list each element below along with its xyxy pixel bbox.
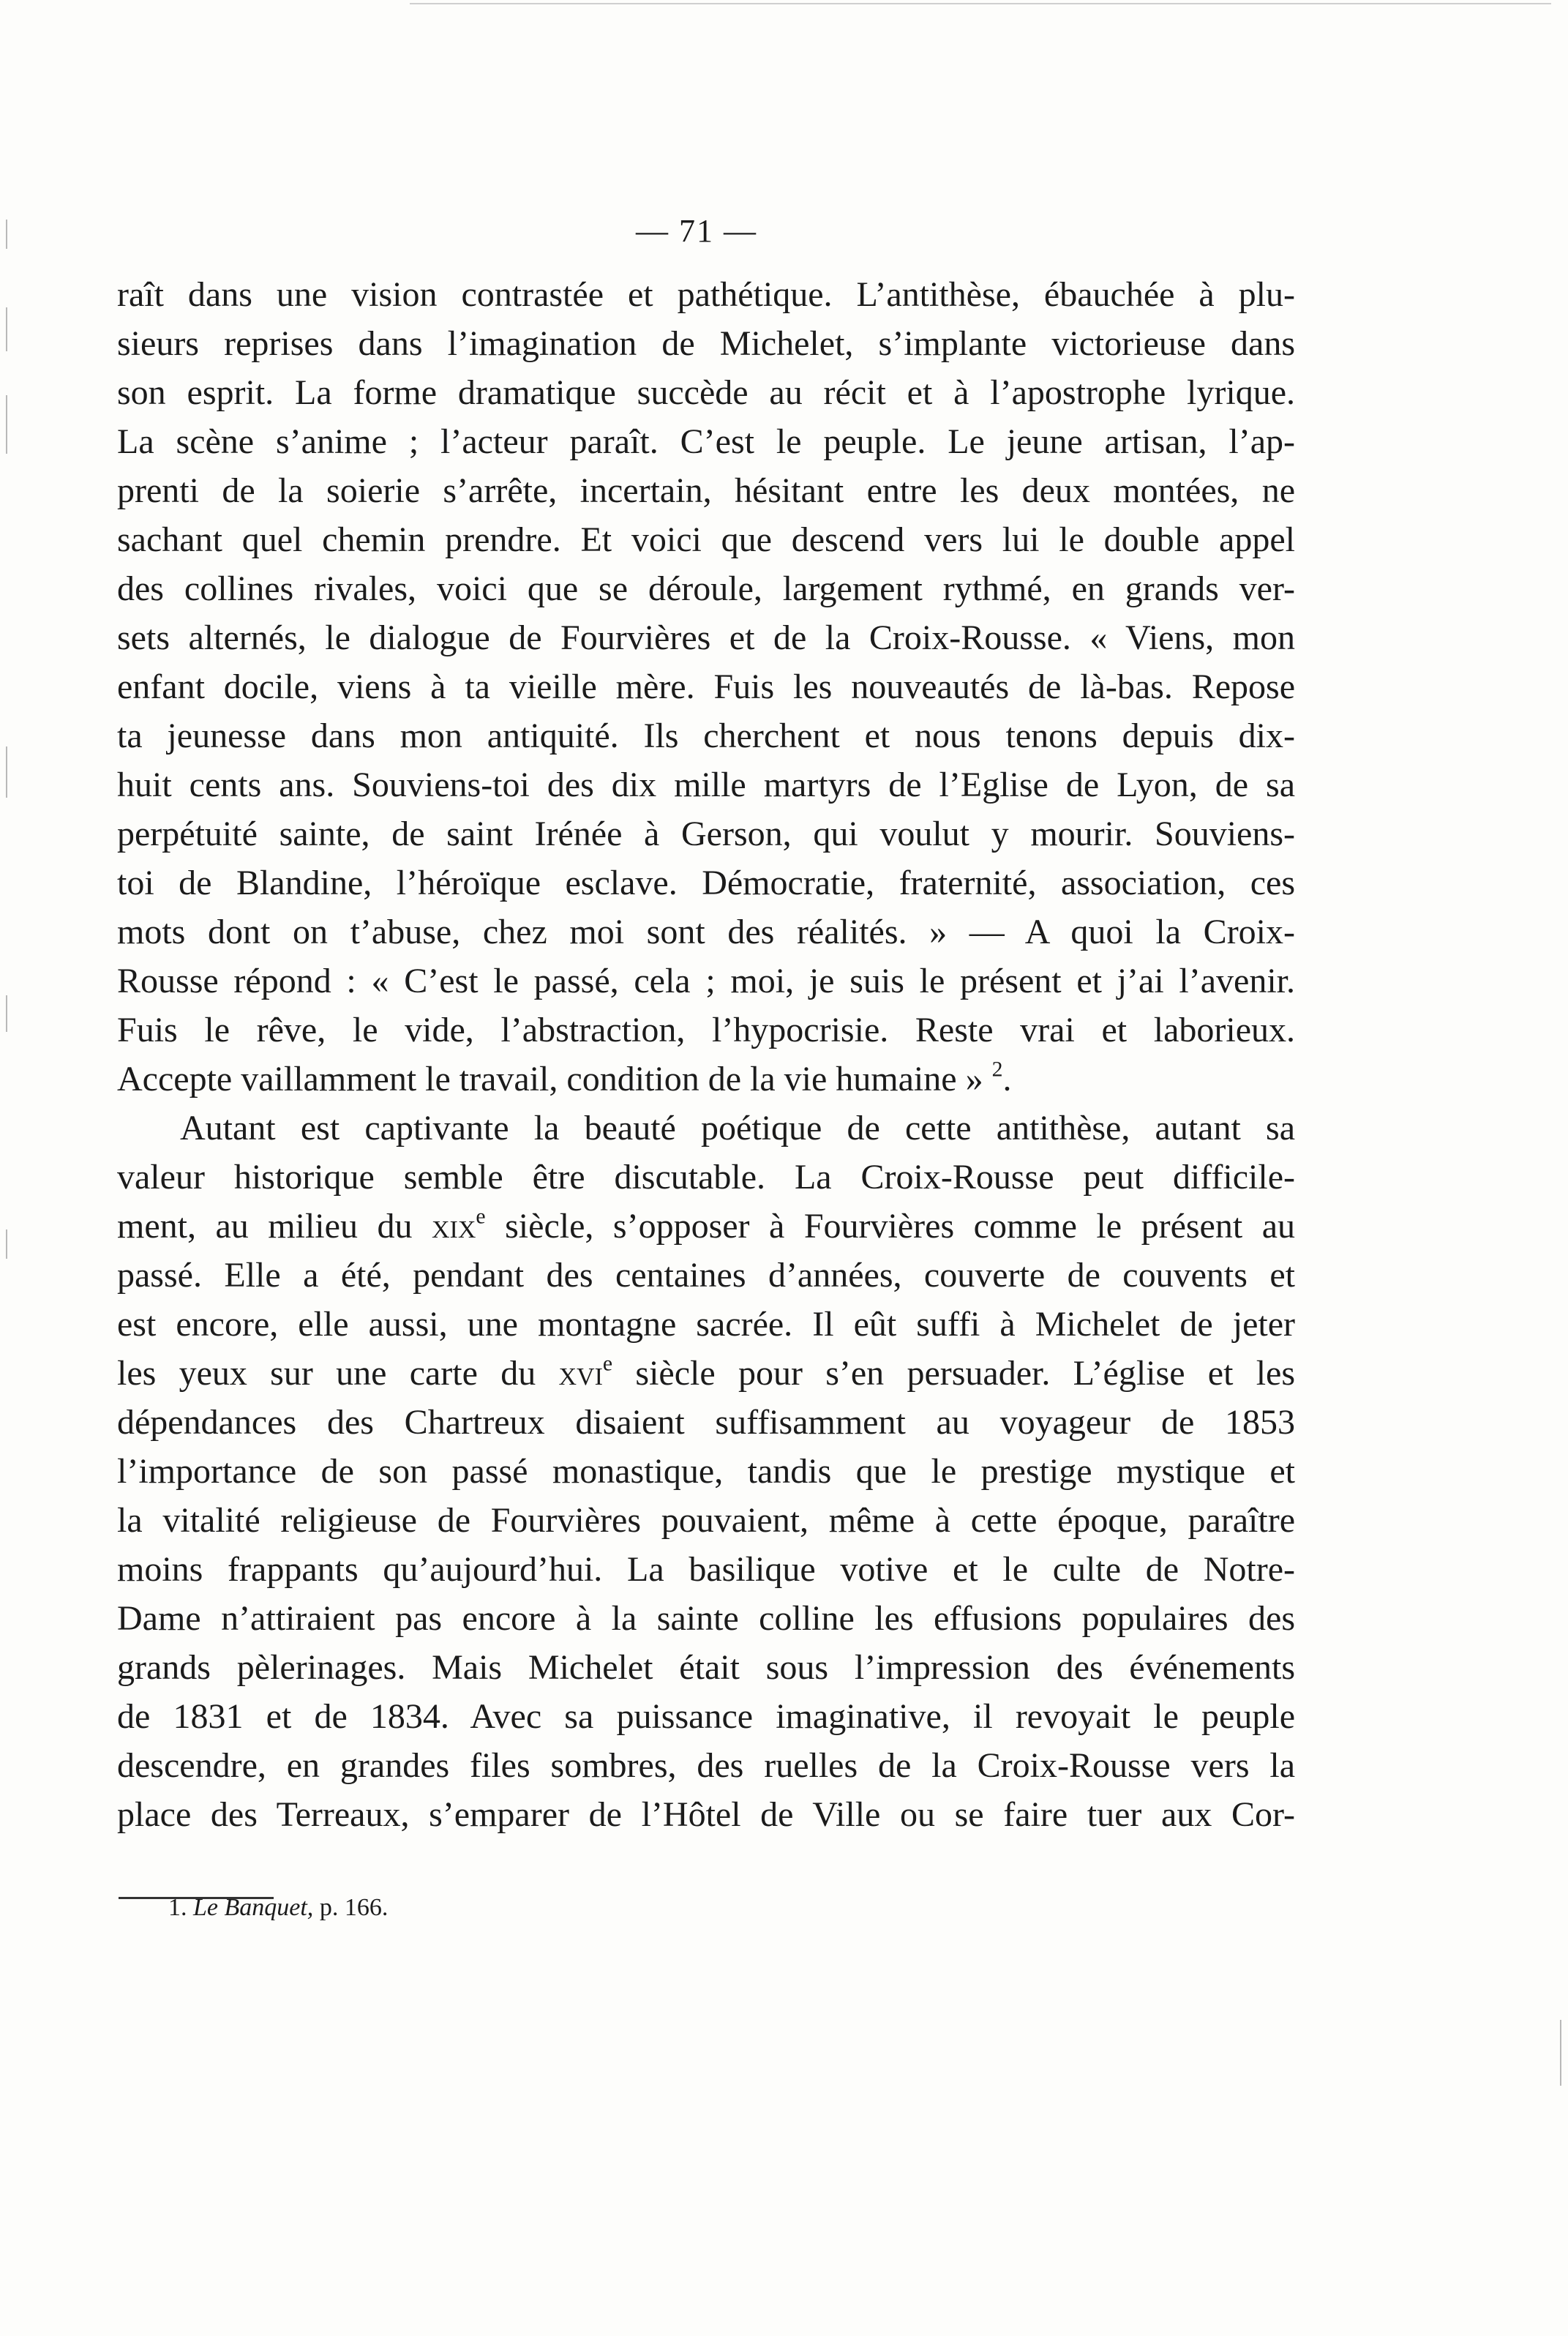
line-text: siècle pour s’en persuader. L’église et les xyxy=(612,1354,1296,1393)
text-line: des collines rivales, voici que se déroule, largement rythmé, en grands ver- xyxy=(117,569,1295,608)
text-line: perpétuité sainte, de saint Irénée à Gerson, qui voulut y mourir. Souviens- xyxy=(117,815,1295,853)
scan-margin-mark xyxy=(6,746,7,798)
text-line: enfant docile, viens à ta vieille mère. Fuis les nouveautés de là-bas. Repose xyxy=(117,667,1295,706)
footnote-title: Le Banquet, xyxy=(193,1894,314,1921)
text-line: sets alternés, le dialogue de Fourvières et de la Croix-Rousse. « Viens, mon xyxy=(117,618,1295,657)
scan-top-rule xyxy=(410,3,1551,4)
text-line: mots dont on t’abuse, chez moi sont des réalités. » — A quoi la Croix- xyxy=(117,913,1295,951)
footnote xyxy=(168,1890,388,1926)
text-line xyxy=(117,1055,1295,1104)
scan-margin-mark xyxy=(6,1229,7,1259)
text-line: prenti de la soierie s’arrête, incertain, hésitant entre les deux montées, ne xyxy=(117,471,1295,510)
text-line: sachant quel chemin prendre. Et voici que descend vers lui le double appel xyxy=(117,520,1295,559)
text-line xyxy=(117,1202,1295,1251)
line-text: . xyxy=(1002,1060,1012,1098)
ordinal-superscript: e xyxy=(476,1204,486,1229)
line-text: ment, au milieu du xyxy=(117,1207,432,1246)
text-line: valeur historique semble être discutable. La Croix-Rousse peut difficile- xyxy=(117,1158,1295,1197)
line-text: Accepte vaillamment le travail, condition de la vie humaine » xyxy=(117,1060,992,1098)
text-line: Dame n’attiraient pas encore à la sainte colline les effusions populaires des xyxy=(117,1599,1295,1638)
scan-margin-mark xyxy=(1560,2020,1561,2086)
text-line: huit cents ans. Souviens-toi des dix mille martyrs de l’Eglise de Lyon, de sa xyxy=(117,765,1295,804)
text-line: passé. Elle a été, pendant des centaines d’années, couverte de couvents et xyxy=(117,1256,1295,1295)
scan-margin-mark xyxy=(6,995,7,1032)
text-line: la vitalité religieuse de Fourvières pouvaient, même à cette époque, paraître xyxy=(117,1501,1295,1540)
text-line: La scène s’anime ; l’acteur paraît. C’est le peuple. Le jeune artisan, l’ap- xyxy=(117,422,1295,461)
footnote-number: 1. xyxy=(168,1894,193,1921)
text-line: dépendances des Chartreux disaient suffisamment au voyageur de 1853 xyxy=(117,1403,1295,1442)
text-line: moins frappants qu’aujourd’hui. La basilique votive et le culte de Notre- xyxy=(117,1550,1295,1589)
text-line: son esprit. La forme dramatique succède au récit et à l’apostrophe lyrique. xyxy=(117,373,1295,412)
footnote-page: p. 166. xyxy=(313,1894,389,1921)
text-line: Fuis le rêve, le vide, l’abstraction, l’hypocrisie. Reste vrai et laborieux. xyxy=(117,1011,1295,1049)
text-line: Autant est captivante la beauté poétique de cette antithèse, autant sa xyxy=(180,1109,1295,1148)
ordinal-superscript: e xyxy=(602,1351,613,1376)
text-line: Rousse répond : « C’est le passé, cela ; moi, je suis le présent et j’ai l’avenir. xyxy=(117,962,1295,1000)
century-numeral: xvi xyxy=(558,1354,603,1393)
text-line: descendre, en grandes files sombres, des ruelles de la Croix-Rousse vers la xyxy=(117,1746,1295,1785)
century-numeral: xix xyxy=(431,1207,476,1246)
note-reference: 2 xyxy=(991,1057,1003,1082)
line-text: siècle, s’opposer à Fourvières comme le présent au xyxy=(485,1207,1296,1246)
text-line: grands pèlerinages. Mais Michelet était sous l’impression des événements xyxy=(117,1648,1295,1687)
text-line: de 1831 et de 1834. Avec sa puissance imaginative, il revoyait le peuple xyxy=(117,1697,1295,1736)
scan-margin-mark xyxy=(6,395,7,454)
page-number: — 71 — xyxy=(636,213,757,249)
text-line: est encore, elle aussi, une montagne sacrée. Il eût suffi à Michelet de jeter xyxy=(117,1305,1295,1344)
text-line: l’importance de son passé monastique, tandis que le prestige mystique et xyxy=(117,1452,1295,1491)
line-text: les yeux sur une carte du xyxy=(117,1354,559,1393)
text-line: ta jeunesse dans mon antiquité. Ils cherchent et nous tenons depuis dix- xyxy=(117,716,1295,755)
text-line: raît dans une vision contrastée et pathétique. L’antithèse, ébauchée à plu- xyxy=(117,275,1295,314)
scan-margin-mark xyxy=(6,307,7,351)
text-line: toi de Blandine, l’héroïque esclave. Démocratie, fraternité, association, ces xyxy=(117,864,1295,902)
text-line: sieurs reprises dans l’imagination de Michelet, s’implante victorieuse dans xyxy=(117,324,1295,363)
text-line xyxy=(117,1349,1295,1399)
text-line: place des Terreaux, s’emparer de l’Hôtel de Ville ou se faire tuer aux Cor- xyxy=(117,1795,1295,1834)
